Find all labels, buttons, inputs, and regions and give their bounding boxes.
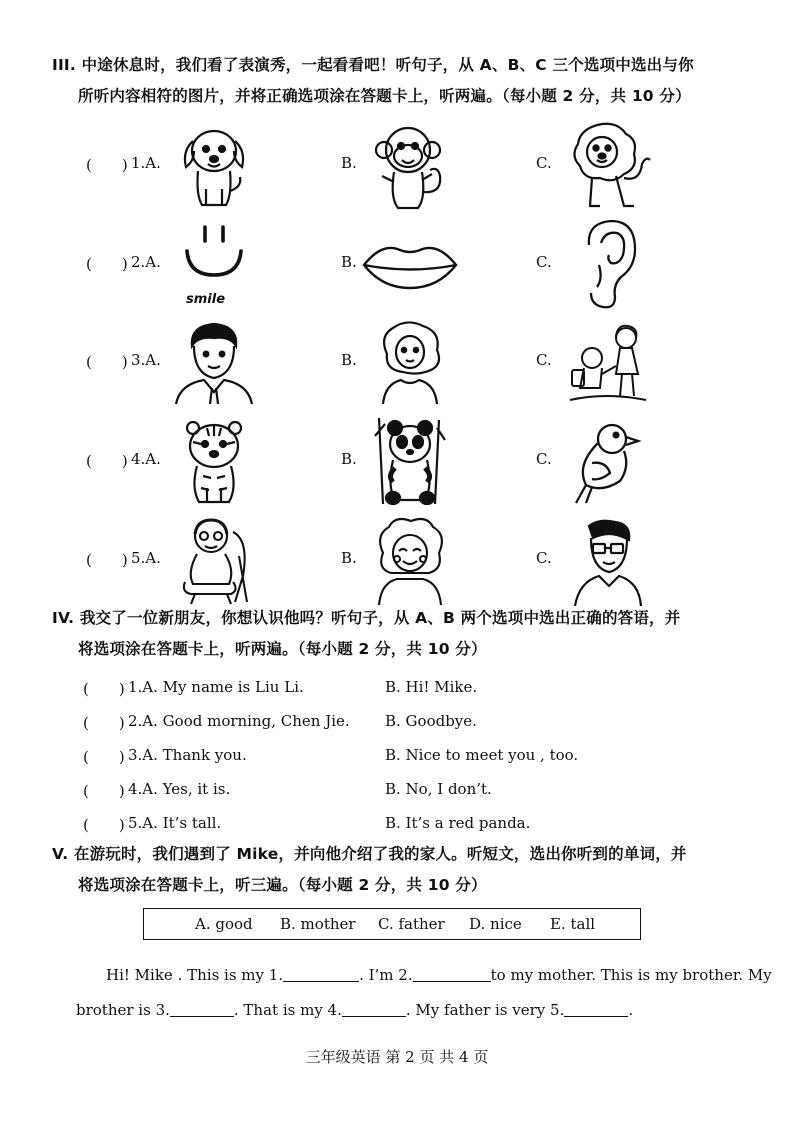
option-a-text: 3.A. Thank you. [128, 746, 247, 764]
section-4-instruction-line1: IV. 我交了一位新朋友，你想认识他吗？听句子，从 A、B 两个选项中选出正确的答语，并 [52, 609, 681, 627]
option-c-label: C. [536, 549, 552, 567]
option-a-text: 1.A. My name is Liu Li. [128, 678, 304, 696]
blank-4[interactable] [342, 1000, 406, 1017]
option-a-text: 2.A. Good morning, Chen Jie. [128, 712, 350, 730]
section-5-heading [52, 839, 742, 901]
answer-paren[interactable]: ( ) [86, 353, 128, 371]
teacher-icon[interactable] [573, 516, 643, 606]
option-a-label: 4.A. [131, 450, 161, 468]
grandpa-icon[interactable] [177, 516, 251, 606]
passage-text: . My father is very 5. [405, 1001, 565, 1019]
bird-icon[interactable] [572, 419, 644, 505]
option-b-text: B. It’s a red panda. [385, 814, 531, 832]
word-option-d: D. nice [469, 915, 522, 933]
option-a-text: 4.A. Yes, it is. [128, 780, 231, 798]
answer-paren[interactable]: ( ) [86, 551, 128, 569]
woman-icon[interactable] [377, 320, 443, 406]
section-3-instruction-line1: III. 中途休息时，我们看了表演秀，一起看看吧！听句子，从 A、B、C 三个选项中选出与你 [52, 56, 694, 74]
answer-paren[interactable]: ( ) [86, 156, 128, 174]
word-option-a: A. good [195, 915, 253, 933]
option-b-label: B. [341, 549, 357, 567]
answer-paren[interactable]: ( ) [86, 452, 128, 470]
option-a-label: 3.A. [131, 351, 161, 369]
option-b-label: B. [341, 450, 357, 468]
ear-icon[interactable] [577, 219, 639, 311]
answer-paren[interactable]: ( ) [83, 680, 125, 698]
passage-line-2 [76, 993, 633, 1028]
option-b-label: B. [341, 253, 357, 271]
blank-1[interactable] [283, 965, 359, 982]
passage-text: to my mother. This is my brother. My [490, 966, 772, 984]
answer-paren[interactable]: ( ) [83, 782, 125, 800]
option-c-label: C. [536, 253, 552, 271]
option-c-label: C. [536, 351, 552, 369]
man-icon[interactable] [174, 320, 254, 406]
option-b-text: B. No, I don’t. [385, 780, 492, 798]
option-c-label: C. [536, 450, 552, 468]
section-4-instruction-line2: 将选项涂在答题卡上，听两遍。（每小题 2 分，共 10 分） [78, 640, 487, 658]
blank-2[interactable] [413, 965, 491, 982]
section-5-instruction-line1: V. 在游玩时，我们遇到了 Mike，并向他介绍了我的家人。听短文，选出你听到的单词，并 [52, 845, 687, 863]
passage-text: Hi! Mike . This is my 1. [106, 966, 284, 984]
passage-text: brother is 3. [76, 1001, 170, 1019]
dog-icon[interactable] [176, 121, 252, 211]
blank-3[interactable] [170, 1000, 234, 1017]
word-option-b: B. mother [280, 915, 356, 933]
answer-paren[interactable]: ( ) [83, 714, 125, 732]
section-4-heading [52, 603, 742, 665]
option-b-text: B. Goodbye. [385, 712, 477, 730]
lips-icon[interactable] [362, 238, 458, 292]
grandma-icon[interactable] [375, 517, 445, 605]
page-footer: 三年级英语 第 2 页 共 4 页 [305, 1048, 489, 1066]
option-a-label: 1.A. [131, 154, 161, 172]
children-icon[interactable] [566, 322, 650, 404]
passage-text: . I’m 2. [359, 966, 413, 984]
section-3-instruction-line2: 所听内容相符的图片，并将正确选项涂在答题卡上，听两遍。（每小题 2 分，共 10 分） [78, 87, 691, 105]
answer-paren[interactable]: ( ) [86, 255, 128, 273]
answer-paren[interactable]: ( ) [83, 748, 125, 766]
section-3-heading [52, 50, 742, 112]
panda-icon[interactable] [373, 414, 447, 510]
passage-line-1 [106, 958, 772, 993]
section-5-instruction-line2: 将选项涂在答题卡上，听三遍。（每小题 2 分，共 10 分） [78, 876, 487, 894]
smile-caption: smile [186, 292, 226, 307]
option-b-text: B. Hi! Mike. [385, 678, 478, 696]
blank-5[interactable] [564, 1000, 628, 1017]
lion-icon[interactable] [562, 118, 654, 214]
tiger-icon[interactable] [177, 418, 251, 506]
smile-icon[interactable] [183, 223, 245, 279]
passage-text: . That is my 4. [233, 1001, 342, 1019]
option-a-label: 2.A. [131, 253, 161, 271]
answer-paren[interactable]: ( ) [83, 816, 125, 834]
option-a-label: 5.A. [131, 549, 161, 567]
option-b-text: B. Nice to meet you , too. [385, 746, 579, 764]
monkey-icon[interactable] [370, 118, 450, 214]
word-bank-box [143, 908, 641, 940]
word-option-e: E. tall [550, 915, 596, 933]
word-option-c: C. father [378, 915, 445, 933]
option-a-text: 5.A. It’s tall. [128, 814, 222, 832]
option-b-label: B. [341, 154, 357, 172]
option-b-label: B. [341, 351, 357, 369]
passage-text: . [628, 1001, 634, 1019]
option-c-label: C. [536, 154, 552, 172]
